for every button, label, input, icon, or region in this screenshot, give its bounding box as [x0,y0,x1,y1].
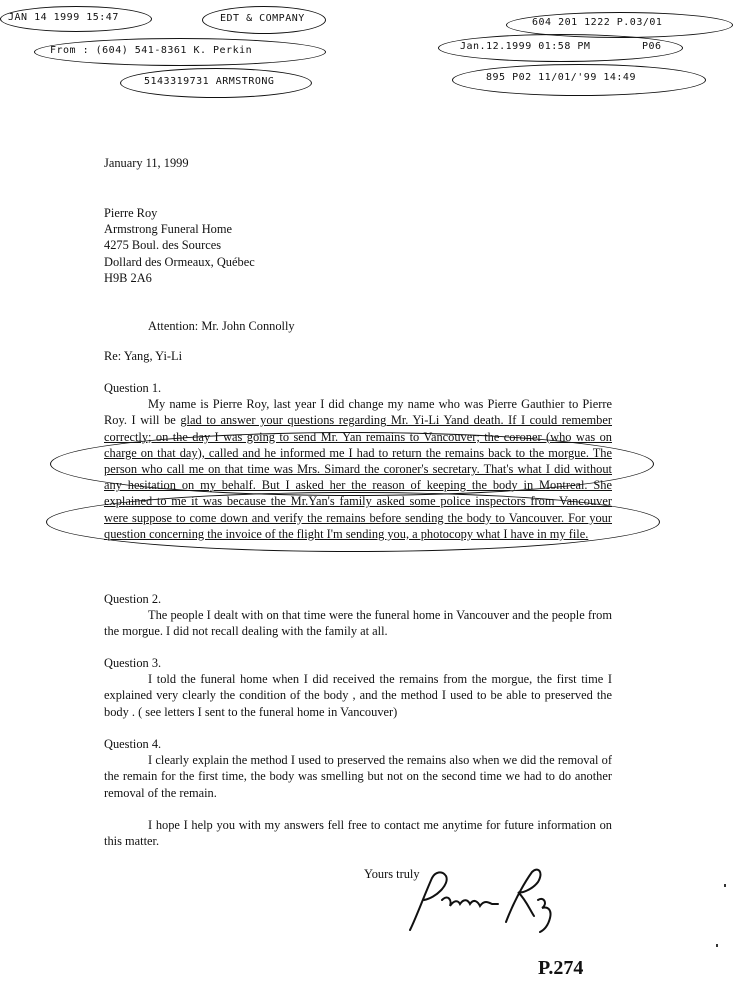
signature [402,860,562,938]
speck [716,944,718,947]
fax-header-line2-right-page: P06 [642,41,662,52]
recipient-line: H9B 2A6 [104,270,152,285]
question-2 [104,591,612,640]
recipient-line: Dollard des Ormeaux, Québec [104,254,255,269]
question-heading: Question 4. [104,737,162,751]
question-answer: The people I dealt with on that time were the funeral home in Vancouver and the people from the morgue. I did not recall dealing with the family at all. [104,608,612,639]
question-heading: Question 1. [104,381,162,395]
letter-date: January 11, 1999 [104,156,189,170]
question-3 [104,655,612,720]
fax-header-line1-center: EDT & COMPANY [220,13,305,24]
answer-underlined-text: glad to answer your questions regarding Mr. Yi-Li Yand death. If I could remember correctly; on the day I was going to send Mr. Yan remains to Vancouver; the coroner (who was on charge on that day), called and he informed me I had to return the remains back to the morgue. The person who call me on that time was Mrs. Simard the coroner's secretary. That's what I did without any hesitation on my behalf. But I asked her the reason of keeping the body in Montreal. She explained to me it was because the Mr.Yan's family asked some police inspectors from Vancouver were suppose to come down and verify the remains before sending the body to Vancouver. For your question concerning the invoice of the flight I'm sending you, a photocopy what I have in my file. [104,413,612,541]
hand-drawn-oval-1 [50,432,654,496]
recipient-line: 4275 Boul. des Sources [104,238,222,253]
subject-line: Re: Yang, Yi-Li [104,349,183,363]
hand-drawn-oval-2 [46,492,660,552]
question-4 [104,736,612,801]
recipient-line: Armstrong Funeral Home [104,222,233,237]
closing-paragraph [104,817,612,849]
question-answer: I told the funeral home when I did received the remains from the morgue, the first time I explained very clearly the condition of the body , and the method I used to be able to preserved the body . ( see letters I sent to the funeral home in Vancouver) [104,672,612,719]
attention-line: Attention: Mr. John Connolly [148,319,295,333]
fax-header-line3-left: 5143319731 ARMSTRONG [144,76,275,87]
answer-text: My name is Pierre Roy, last year I did change my name who was Pierre Gauthier to Pierre Roy. I will be [104,397,612,428]
fax-header-line1-right: 604 201 1222 P.03/01 [532,17,663,28]
question-answer: I clearly explain the method I used to preserved the remains also when we did the removal of the remain for the first time, the body was smelling but not on the second time we had to do another removal of the remain. [104,753,612,800]
page-number: P.274 [538,957,584,979]
speck [724,884,726,887]
recipient-line: Pierre Roy [104,206,158,220]
fax-header-line1-left: JAN 14 1999 15:47 [8,12,119,23]
fax-header-line3-right: 895 P02 11/01/'99 14:49 [486,72,636,83]
fax-header-line2-right-date: Jan.12.1999 01:58 PM [460,41,591,52]
closing-text: I hope I help you with my answers fell free to contact me anytime for future information on this matter. [104,818,612,849]
question-heading: Question 2. [104,592,162,606]
recipient-address [104,205,255,286]
sign-off: Yours truly [364,867,420,881]
question-heading: Question 3. [104,656,162,670]
fax-header-line2-left: From : (604) 541-8361 K. Perkin [50,45,253,56]
